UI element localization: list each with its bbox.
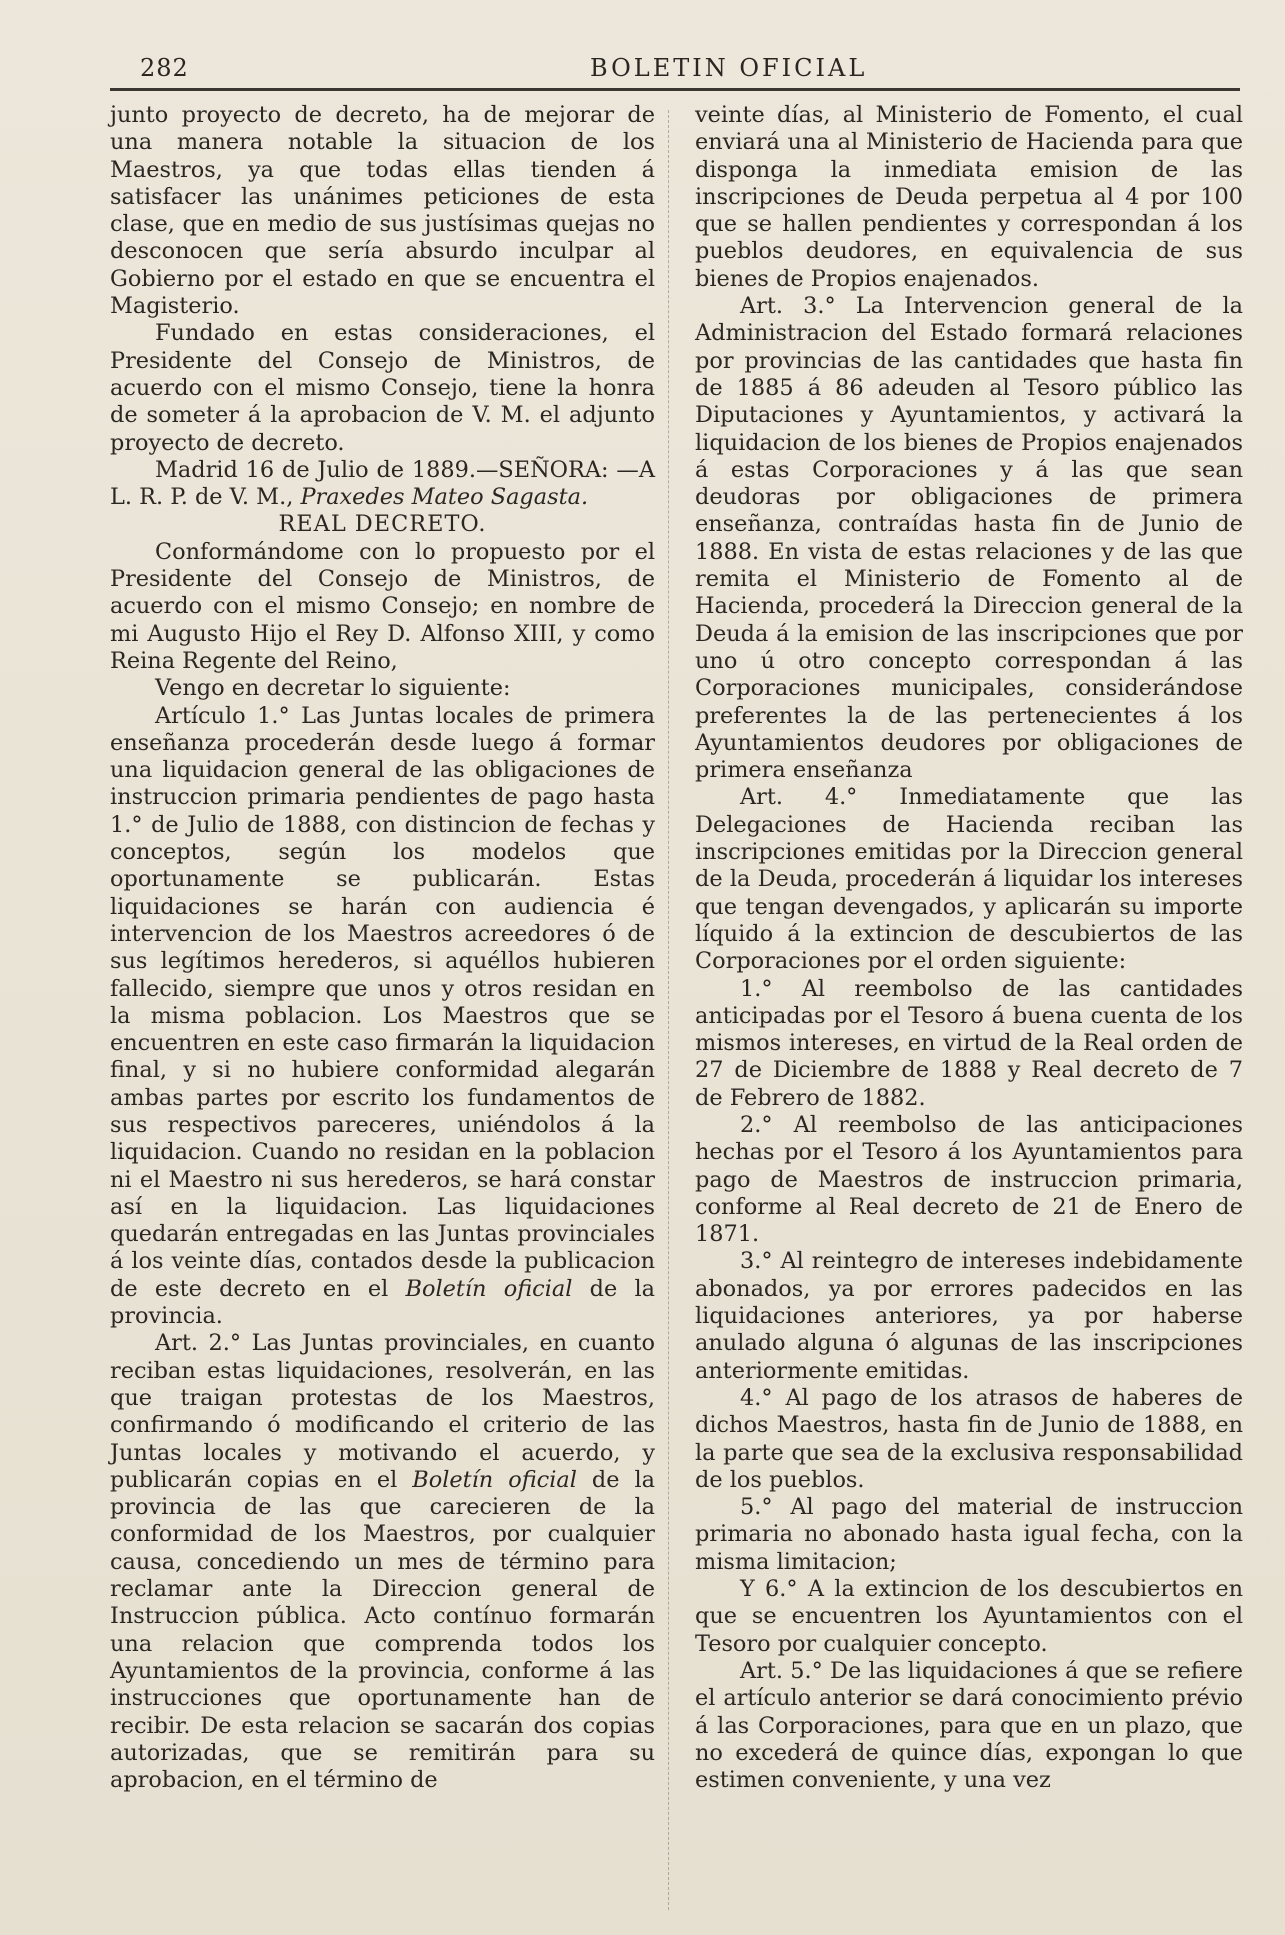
- page-number: 282: [140, 54, 189, 82]
- signature: Praxedes Mateo Sagasta.: [300, 484, 589, 511]
- article-2-boletin: Boletín oficial: [412, 1466, 577, 1493]
- article-2: [110, 1330, 655, 1794]
- right-column: [695, 102, 1243, 1794]
- article-1: [110, 703, 655, 1331]
- vengo-paragraph: Vengo en decretar lo siguiente:: [155, 675, 511, 702]
- list-item: 4.° Al pago de los atrasos de haberes de dichos Maestros, hasta fin de Junio de 1888, en la parte que sea de la exclusiva responsabilidad de los pueblos.: [695, 1384, 1243, 1493]
- list-item: 5.° Al pago del material de instruccion primaria no abonado hasta igual fecha, con la misma limitacion;: [695, 1494, 1243, 1575]
- decree-heading: REAL DECRETO.: [278, 511, 487, 538]
- date-line: Madrid 16 de Julio de 1889.—SEÑORA: —A L. R. P. de V. M.,: [110, 456, 655, 511]
- article-2-end: de la provincia de las que carecieren de la conformidad de los Maestros, por cualquier causa, concediendo un mes de término para reclamar ante la Direccion general de Instruccion pública. Acto contínuo formarán una relacion que comprenda todos los Ayuntamientos de la provincia, conforme á las instrucciones que oportunamente han de recibir. De esta relacion se sacarán dos copias autorizadas, que se remitirán para su aprobacion, en el término de: [110, 1466, 656, 1794]
- intro-paragraph: junto proyecto de decreto, ha de mejorar de una manera notable la situacion de los Maestros, ya que todas ellas tienden á satisfacer las unánimes peticiones de esta clase, que en medio de sus justísimas quejas no desconocen que sería absurdo inculpar al Gobierno por el estado en que se encuentra el Magisterio.: [110, 102, 655, 320]
- article-1-end: de la provincia.: [110, 1275, 655, 1330]
- list-item: 3.° Al reintegro de intereses indebidamente abonados, ya por errores padecidos en las liquidaciones anteriores, ya por haberse anulado alguna ó algunas de las inscripciones anteriormente emitidas.: [695, 1248, 1243, 1384]
- fundado-paragraph: Fundado en estas consideraciones, el Presidente del Consejo de Ministros, de acuerdo con el mismo Consejo, tiene la honra de someter á la aprobacion de V. M. el adjunto proyecto de decreto.: [110, 320, 655, 456]
- article-5: Art. 5.° De las liquidaciones á que se refiere el artículo anterior se dará conocimiento prévio á las Corporaciones, para que en un plazo, que no excederá de quince días, expongan lo que estimen conveniente, y una vez: [695, 1657, 1243, 1794]
- list-item: 1.° Al reembolso de las cantidades anticipadas por el Tesoro á buena cuenta de los mismos intereses, en virtud de la Real orden de 27 de Diciembre de 1888 y Real decreto de 7 de Febrero de 1882.: [695, 975, 1243, 1111]
- list-item: 2.° Al reembolso de las anticipaciones hechas por el Tesoro á los Ayuntamientos para pago de Maestros de instruccion primaria, conforme al Real decreto de 21 de Enero de 1871.: [695, 1111, 1243, 1248]
- article-1-text: Artículo 1.° Las Juntas locales de primera enseñanza procederán desde luego á formar una liquidacion general de las obligaciones de instruccion primaria pendientes de pago hasta 1.° de Julio de 1888, con distincion de fechas y conceptos, según los modelos que oportunamente se publicarán. Estas liquidaciones se harán con audiencia é intervencion de los Maestros acreedores ó de sus legítimos herederos, si aquéllos hubieren fallecido, siempre que unos y otros residan en la misma poblacion. Los Maestros que se encuentren en este caso firmarán la liquidacion final, y si no hubiere conformidad alegarán ambas partes por escrito los fundamentos de sus respectivos pareceres, uniéndolos á la liquidacion. Cuando no residan en la poblacion ni el Maestro ni sus herederos, se hará constar así en la liquidacion. Las liquidaciones quedarán entregadas en las Juntas provinciales á los veinte días, contados desde la publicacion de este decreto en el: [110, 702, 655, 1302]
- date-paragraph: [110, 457, 655, 512]
- column-divider: [668, 110, 669, 1910]
- article-2-continued: veinte días, al Ministerio de Fomento, el cual enviará una al Ministerio de Hacienda para que disponga la inmediata emision de las inscripciones de Deuda perpetua al 4 por 100 que se hallen pendientes y correspondan á los pueblos deudores, en equivalencia de sus bienes de Propios enajenados.: [695, 102, 1243, 292]
- article-4: Art. 4.° Inmediatamente que las Delegaciones de Hacienda reciban las inscripciones emitidas por la Direccion general de la Deuda, procederán á liquidar los intereses que tengan devengados, y aplicarán su importe líquido á la extincion de descubiertos de las Corporaciones por el orden siguiente:: [695, 784, 1243, 975]
- conformandome-paragraph: Conformándome con lo propuesto por el Presidente del Consejo de Ministros, de acuerdo con el mismo Consejo; en nombre de mi Augusto Hijo el Rey D. Alfonso XIII, y como Reina Regente del Reino,: [110, 538, 655, 674]
- article-3: Art. 3.° La Intervencion general de la Administracion del Estado formará relaciones por provincias de las cantidades que hasta fin de 1885 á 86 adeuden al Tesoro público las Diputaciones y Ayuntamientos, y activará la liquidacion de los bienes de Propios enajenados á estas Corporaciones y á las que sean deudoras por obligaciones de primera enseñanza, contraídas hasta fin de Junio de 1888. En vista de estas relaciones y de las que remita el Ministerio de Fomento al de Hacienda, procederá la Direccion general de la Deuda á la emision de las inscripciones que por uno ú otro concepto correspondan á las Corporaciones municipales, considerándose preferentes la de las pertenecientes á los Ayuntamientos deudores por obligaciones de primera enseñanza: [695, 293, 1243, 784]
- article-1-boletin: Boletín oficial: [405, 1275, 573, 1302]
- article-2-text: Art. 2.° Las Juntas provinciales, en cuanto reciban estas liquidaciones, resolverán, en las que traigan protestas de los Maestros, confirmando ó modificando el criterio de las Juntas locales y motivando el acuerdo, y publicarán copias en el: [110, 1330, 655, 1493]
- page-header: [110, 48, 1240, 91]
- left-column: [110, 102, 655, 1794]
- running-title: BOLETIN OFICIAL: [590, 54, 868, 82]
- list-item: Y 6.° A la extincion de los descubiertos en que se encuentren los Ayuntamientos con el Tesoro por cualquier concepto.: [695, 1576, 1243, 1657]
